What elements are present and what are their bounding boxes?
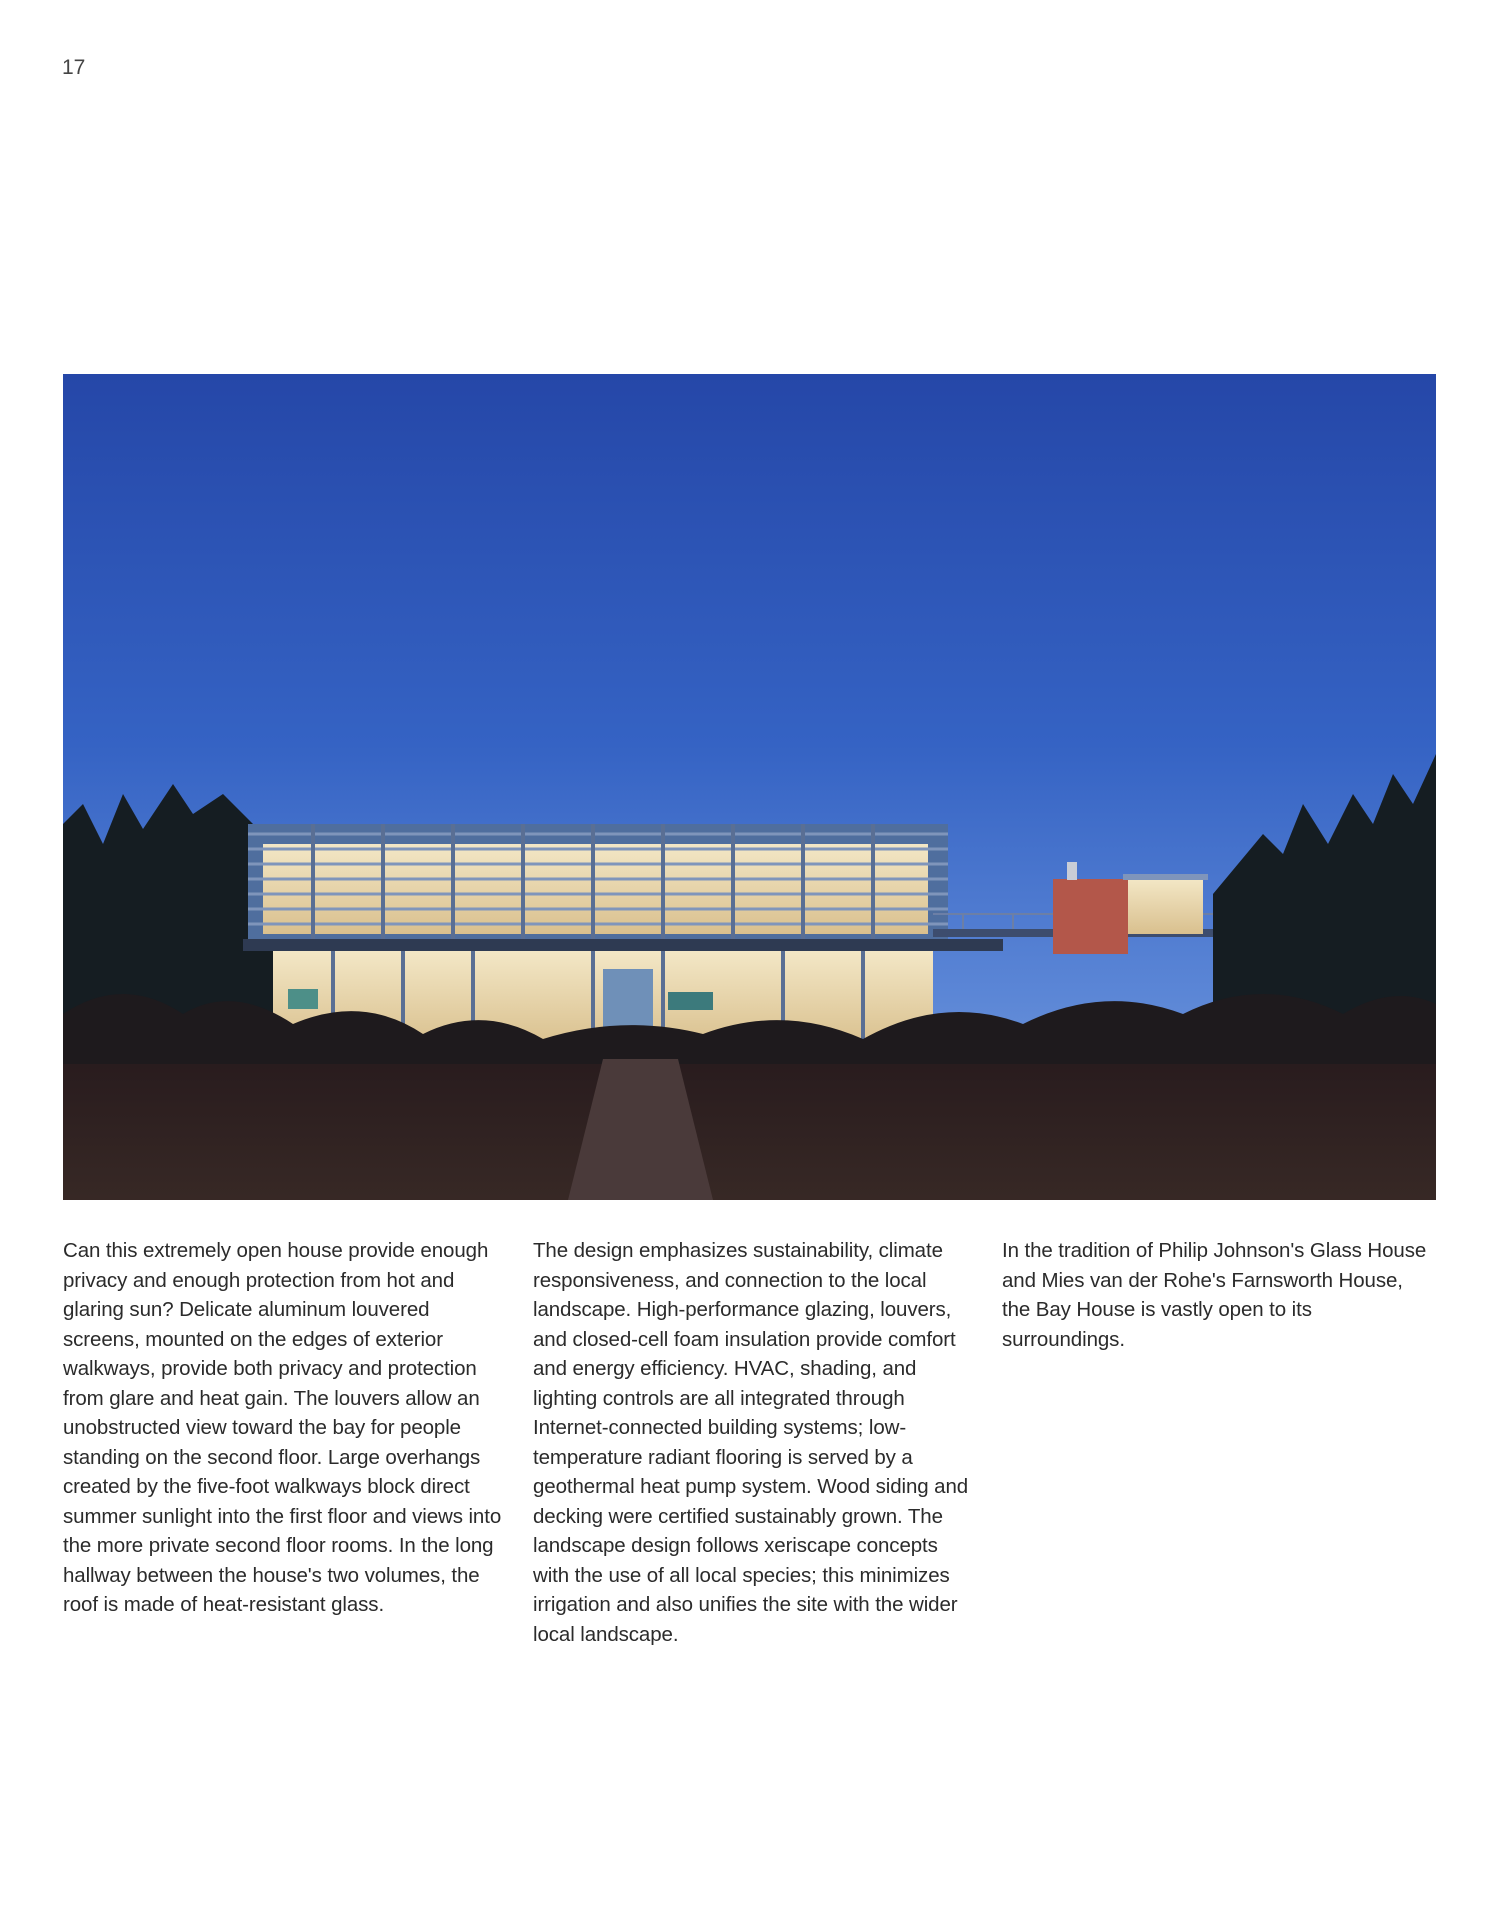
house-at-dusk-illustration <box>63 374 1436 1200</box>
page-number: 17 <box>62 56 86 79</box>
text-column-2: The design emphasizes sustainability, climate responsiveness, and connection to the local landscape. High-performance glazing, louvers, and closed-cell foam insulation provide comfort and energy efficiency. HVAC, shading, and lighting controls are all integrated through Internet-connected building systems; low-temperature radiant flooring is served by a geothermal heat pump system. Wood siding and decking were certified sustainably grown. The landscape design follows xeriscape concepts with the use of all local species; this minimizes irrigation and also unifies the site with the wider local landscape. <box>533 1239 969 1646</box>
text-column-3: In the tradition of Philip Johnson's Glass House and Mies van der Rohe's Farnsworth House, the Bay House is vastly open to its surroundings. <box>1002 1239 1427 1351</box>
ground <box>63 1064 1436 1200</box>
text-column-1: Can this extremely open house provide enough privacy and enough protection from hot and glaring sun? Delicate aluminum louvered screens, mounted on the edges of exterior walkways, provide both privacy and protection from glare and heat gain. The louvers allow an unobstructed view toward the bay for people standing on the second floor. Large overhangs created by the five-foot walkways block direct summer sunlight into the first floor and views into the more private second floor rooms. In the long hallway between the house's two volumes, the roof is made of heat-resistant glass. <box>63 1239 502 1616</box>
house-photograph <box>63 374 1436 1200</box>
